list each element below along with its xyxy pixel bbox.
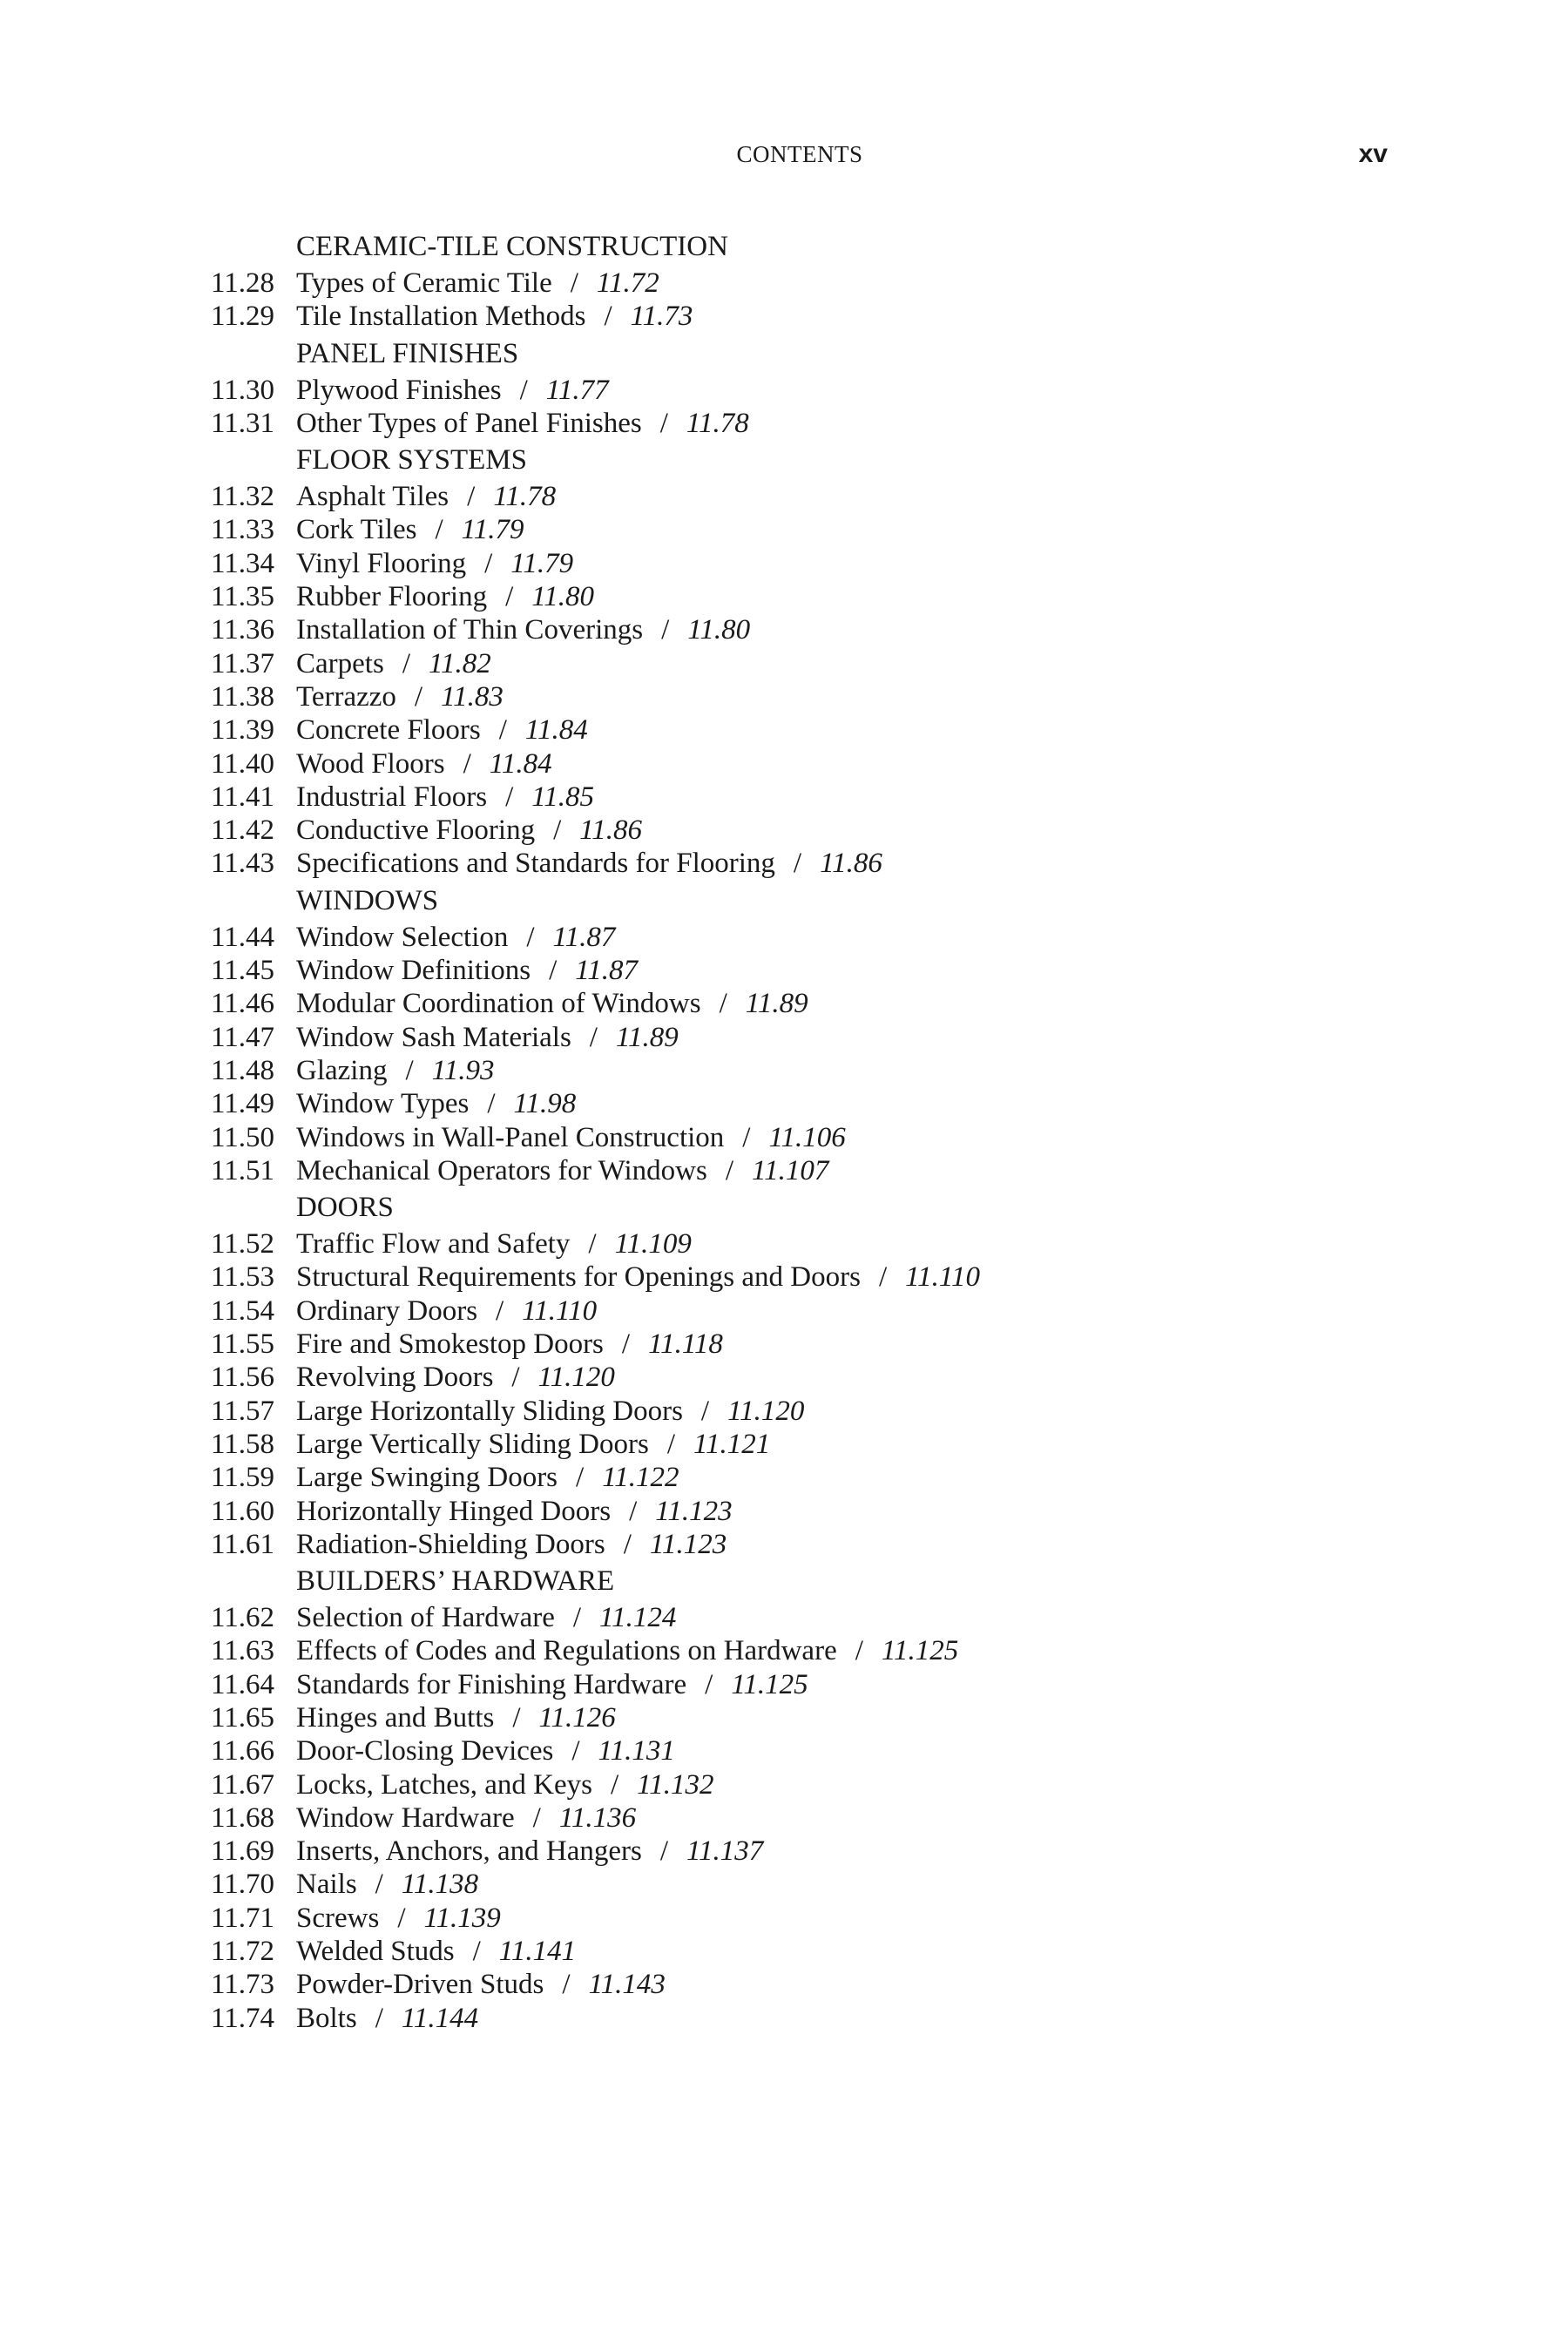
entry-title: Hinges and Butts (296, 1701, 495, 1734)
entry-separator: / (742, 1121, 751, 1153)
toc-entry[interactable] (211, 847, 1430, 880)
entry-separator: / (472, 1936, 481, 1968)
entry-separator: / (505, 581, 514, 613)
entry-title: Structural Requirements for Openings and Doors (296, 1261, 861, 1294)
entry-title: Window Definitions (296, 955, 531, 987)
toc-entry[interactable] (211, 1768, 1430, 1801)
toc-entry[interactable] (211, 407, 1430, 440)
entry-separator: / (463, 747, 471, 780)
entry-number: 11.44 (211, 921, 275, 953)
entry-title: Window Selection (296, 921, 509, 953)
entry-separator: / (505, 781, 514, 813)
entry-separator: / (623, 1528, 632, 1560)
entry-number: 11.73 (211, 1969, 275, 2001)
entry-number: 11.67 (211, 1768, 275, 1801)
entry-page-ref: 11.78 (686, 407, 749, 439)
toc-entry[interactable] (211, 1227, 1430, 1260)
entry-title: Ordinary Doors (296, 1294, 478, 1327)
entry-title: Fire and Smokestop Doors (296, 1328, 604, 1361)
entry-separator: / (589, 1021, 598, 1053)
toc-entry[interactable] (211, 1495, 1430, 1528)
section-heading: BUILDERS’ HARDWARE (296, 1565, 615, 1598)
section-heading: PANEL FINISHES (296, 337, 519, 369)
entry-separator: / (397, 1902, 406, 1934)
entry-separator: / (549, 955, 558, 987)
entry-page-ref: 11.110 (522, 1294, 598, 1327)
entry-separator: / (571, 1735, 580, 1767)
entry-title: Large Swinging Doors (296, 1462, 558, 1494)
entry-separator: / (588, 1228, 597, 1260)
toc-entry[interactable] (211, 1461, 1430, 1494)
entry-title: Tile Installation Methods (296, 301, 586, 333)
section-heading: FLOOR SYSTEMS (296, 444, 527, 476)
toc-entry[interactable] (211, 1428, 1430, 1461)
toc-entry[interactable] (211, 1395, 1430, 1428)
toc-entry[interactable] (211, 1668, 1430, 1701)
entry-title: Powder-Driven Studs (296, 1969, 544, 2001)
entry-title: Window Types (296, 1088, 470, 1120)
entry-title: Standards for Finishing Hardware (296, 1668, 687, 1700)
entry-title: Windows in Wall-Panel Construction (296, 1121, 725, 1153)
toc-entry[interactable] (211, 814, 1430, 847)
entry-number: 11.43 (211, 848, 275, 880)
entry-number: 11.32 (211, 481, 275, 513)
entry-page-ref: 11.124 (599, 1602, 677, 1634)
toc-entry[interactable] (211, 1734, 1430, 1767)
section-heading: CERAMIC-TILE CONSTRUCTION (296, 231, 728, 262)
entry-title: Inserts, Anchors, and Hangers (296, 1835, 642, 1868)
entry-page-ref: 11.77 (545, 374, 609, 406)
toc-entry[interactable] (211, 1935, 1430, 1968)
entry-separator: / (519, 374, 528, 406)
entry-number: 11.37 (211, 647, 275, 679)
entry-title: Cork Tiles (296, 514, 417, 546)
entry-title: Carpets (296, 647, 384, 679)
entry-separator: / (526, 921, 535, 953)
entry-title: Industrial Floors (296, 781, 488, 813)
toc-entry[interactable] (211, 1968, 1430, 2001)
toc-entry[interactable] (211, 1801, 1430, 1835)
entry-number: 11.38 (211, 680, 275, 713)
entry-separator: / (402, 647, 410, 679)
entry-separator: / (562, 1969, 571, 2001)
entry-separator: / (435, 514, 443, 546)
entry-title: Vinyl Flooring (296, 547, 467, 579)
entry-page-ref: 11.84 (489, 747, 552, 780)
toc-entry[interactable] (211, 2002, 1430, 2035)
entry-number: 11.74 (211, 2002, 275, 2034)
entry-number: 11.33 (211, 514, 275, 546)
toc-entry[interactable] (211, 680, 1430, 713)
entry-title: Large Vertically Sliding Doors (296, 1428, 649, 1460)
entry-number: 11.40 (211, 747, 275, 780)
toc-entry[interactable] (211, 1528, 1430, 1561)
entry-page-ref: 11.89 (615, 1021, 679, 1053)
entry-title: Installation of Thin Coverings (296, 614, 644, 646)
section-heading: WINDOWS (296, 884, 439, 916)
entry-title: Glazing (296, 1054, 388, 1086)
toc-entry[interactable] (211, 374, 1430, 407)
entry-separator: / (375, 2002, 383, 2034)
entry-title: Locks, Latches, and Keys (296, 1768, 592, 1801)
entry-number: 11.36 (211, 614, 275, 646)
entry-page-ref: 11.121 (693, 1428, 771, 1460)
entry-page-ref: 11.98 (513, 1088, 577, 1120)
entry-number: 11.56 (211, 1362, 275, 1394)
entry-page-ref: 11.89 (745, 988, 808, 1020)
table-of-contents (211, 226, 1430, 2035)
toc-entry[interactable] (211, 1154, 1430, 1187)
entry-title: Horizontally Hinged Doors (296, 1495, 612, 1527)
entry-number: 11.29 (211, 301, 275, 333)
entry-page-ref: 11.78 (493, 481, 557, 513)
entry-number: 11.51 (211, 1154, 275, 1186)
entry-page-ref: 11.84 (524, 714, 588, 747)
entry-page-ref: 11.143 (588, 1969, 666, 2001)
toc-entry[interactable] (211, 513, 1430, 546)
entry-title: Types of Ceramic Tile (296, 267, 552, 299)
page-header (0, 139, 1568, 174)
entry-page-ref: 11.123 (649, 1528, 727, 1560)
entry-number: 11.46 (211, 988, 275, 1020)
entry-title: Door-Closing Devices (296, 1735, 554, 1767)
toc-entry[interactable] (211, 781, 1430, 814)
entry-separator: / (375, 1869, 383, 1901)
toc-entry[interactable] (211, 713, 1430, 747)
entry-number: 11.39 (211, 714, 275, 747)
entry-title: Effects of Codes and Regulations on Hardware (296, 1635, 837, 1667)
entry-title: Wood Floors (296, 747, 445, 780)
entry-title: Traffic Flow and Safety (296, 1228, 571, 1260)
entry-number: 11.49 (211, 1088, 275, 1120)
entry-number: 11.48 (211, 1054, 275, 1086)
entry-page-ref: 11.126 (538, 1701, 616, 1734)
entry-separator: / (576, 1462, 585, 1494)
entry-title: Window Sash Materials (296, 1021, 571, 1053)
entry-number: 11.42 (211, 814, 275, 847)
entry-separator: / (878, 1261, 888, 1294)
toc-entry[interactable] (211, 987, 1430, 1020)
entry-separator: / (414, 680, 423, 713)
entry-page-ref: 11.120 (537, 1362, 615, 1394)
entry-separator: / (570, 267, 578, 299)
entry-separator: / (511, 1362, 520, 1394)
entry-page-ref: 11.141 (498, 1936, 577, 1968)
entry-page-ref: 11.110 (905, 1261, 980, 1294)
entry-number: 11.35 (211, 581, 275, 613)
toc-entry[interactable] (211, 1634, 1430, 1667)
entry-number: 11.50 (211, 1121, 275, 1153)
entry-number: 11.64 (211, 1668, 275, 1700)
entry-title: Window Hardware (296, 1801, 515, 1834)
entry-title: Asphalt Tiles (296, 481, 449, 513)
entry-separator: / (572, 1602, 582, 1634)
toc-entry[interactable] (211, 1021, 1430, 1054)
entry-page-ref: 11.82 (428, 647, 491, 679)
entry-separator: / (700, 1395, 710, 1427)
entry-number: 11.28 (211, 267, 275, 299)
entry-title: Terrazzo (296, 680, 396, 713)
entry-number: 11.60 (211, 1495, 275, 1527)
entry-number: 11.61 (211, 1528, 275, 1560)
entry-number: 11.59 (211, 1462, 275, 1494)
entry-title: Specifications and Standards for Flooring (296, 848, 775, 880)
toc-entry[interactable] (211, 613, 1430, 646)
entry-page-ref: 11.109 (614, 1228, 692, 1260)
entry-page-ref: 11.131 (598, 1735, 675, 1767)
entry-page-ref: 11.120 (727, 1395, 805, 1427)
toc-entry[interactable] (211, 1294, 1430, 1328)
entry-page-ref: 11.79 (461, 514, 524, 546)
entry-page-ref: 11.118 (648, 1328, 723, 1361)
entry-page-ref: 11.132 (637, 1768, 714, 1801)
entry-page-ref: 11.136 (558, 1801, 637, 1834)
toc-entry[interactable] (211, 1868, 1430, 1901)
page-number: xv (1358, 139, 1388, 168)
entry-title: Mechanical Operators for Windows (296, 1154, 707, 1186)
toc-entry[interactable] (211, 1835, 1430, 1868)
toc-entry[interactable] (211, 300, 1430, 333)
toc-entry[interactable] (211, 1121, 1430, 1154)
entry-title: Nails (296, 1869, 357, 1901)
entry-page-ref: 11.125 (731, 1668, 808, 1700)
entry-title: Modular Coordination of Windows (296, 988, 701, 1020)
entry-page-ref: 11.123 (655, 1495, 733, 1527)
entry-page-ref: 11.122 (602, 1462, 679, 1494)
section-heading: DOORS (296, 1192, 394, 1224)
entry-separator: / (487, 1088, 496, 1120)
entry-separator: / (719, 988, 727, 1020)
entry-page-ref: 11.144 (401, 2002, 479, 2034)
entry-number: 11.34 (211, 547, 275, 579)
entry-separator: / (604, 301, 612, 333)
entry-separator: / (610, 1768, 619, 1801)
entry-separator: / (659, 1835, 668, 1868)
toc-entry[interactable] (211, 1054, 1430, 1087)
entry-number: 11.71 (211, 1902, 275, 1934)
toc-entry[interactable] (211, 921, 1430, 954)
toc-entry[interactable] (211, 1701, 1430, 1734)
entry-page-ref: 11.86 (579, 814, 643, 847)
entry-page-ref: 11.72 (596, 267, 659, 299)
toc-entry[interactable] (211, 747, 1430, 781)
entry-title: Conductive Flooring (296, 814, 536, 847)
toc-entry[interactable] (211, 1087, 1430, 1120)
entry-page-ref: 11.137 (686, 1835, 764, 1868)
entry-separator: / (484, 547, 493, 579)
entry-page-ref: 11.87 (552, 921, 616, 953)
entry-separator: / (659, 407, 668, 439)
entry-separator: / (793, 848, 802, 880)
toc-entry[interactable] (211, 1361, 1430, 1394)
toc-entry[interactable] (211, 1902, 1430, 1935)
entry-title: Selection of Hardware (296, 1602, 555, 1634)
entry-number: 11.53 (211, 1261, 275, 1294)
entry-title: Radiation-Shielding Doors (296, 1528, 605, 1560)
entry-separator: / (855, 1635, 863, 1667)
entry-page-ref: 11.138 (401, 1869, 479, 1901)
entry-page-ref: 11.80 (687, 614, 751, 646)
toc-entry[interactable] (211, 954, 1430, 987)
entry-number: 11.30 (211, 374, 275, 406)
entry-number: 11.65 (211, 1701, 275, 1734)
running-title: CONTENTS (736, 141, 863, 167)
entry-separator: / (405, 1054, 414, 1086)
entry-number: 11.70 (211, 1869, 275, 1901)
entry-number: 11.55 (211, 1328, 275, 1361)
toc-entry[interactable] (211, 1260, 1430, 1294)
entry-separator: / (532, 1801, 541, 1834)
entry-number: 11.47 (211, 1021, 275, 1053)
entry-separator: / (705, 1668, 713, 1700)
entry-number: 11.63 (211, 1635, 275, 1667)
entry-separator: / (553, 814, 562, 847)
entry-page-ref: 11.87 (575, 955, 639, 987)
entry-separator: / (498, 714, 507, 747)
entry-separator: / (496, 1294, 504, 1327)
entry-number: 11.66 (211, 1735, 275, 1767)
entry-separator: / (666, 1428, 675, 1460)
toc-entry[interactable] (211, 1328, 1430, 1361)
entry-separator: / (467, 481, 476, 513)
entry-page-ref: 11.86 (820, 848, 882, 880)
entry-number: 11.45 (211, 955, 275, 987)
entry-page-ref: 11.73 (630, 301, 693, 333)
toc-entry[interactable] (211, 480, 1430, 513)
entry-separator: / (661, 614, 670, 646)
entry-number: 11.54 (211, 1294, 275, 1327)
entry-page-ref: 11.107 (752, 1154, 829, 1186)
entry-separator: / (629, 1495, 638, 1527)
toc-entry[interactable] (211, 647, 1430, 680)
entry-number: 11.57 (211, 1395, 275, 1427)
entry-page-ref: 11.106 (768, 1121, 846, 1153)
entry-number: 11.41 (211, 781, 275, 813)
entry-page-ref: 11.83 (441, 680, 504, 713)
entry-title: Plywood Finishes (296, 374, 502, 406)
entry-page-ref: 11.93 (431, 1054, 495, 1086)
entry-number: 11.62 (211, 1602, 275, 1634)
entry-number: 11.58 (211, 1428, 275, 1460)
entry-page-ref: 11.80 (531, 581, 595, 613)
entry-title: Rubber Flooring (296, 581, 488, 613)
toc-entry[interactable] (211, 1601, 1430, 1634)
entry-title: Screws (296, 1902, 380, 1934)
toc-entry[interactable] (211, 580, 1430, 613)
entry-page-ref: 11.125 (881, 1635, 959, 1667)
entry-separator: / (725, 1154, 734, 1186)
entry-number: 11.31 (211, 407, 275, 439)
entry-title: Large Horizontally Sliding Doors (296, 1395, 683, 1427)
entry-separator: / (512, 1701, 521, 1734)
entry-separator: / (621, 1328, 631, 1361)
entry-title: Welded Studs (296, 1936, 455, 1968)
entry-number: 11.69 (211, 1835, 275, 1868)
entry-page-ref: 11.85 (531, 781, 595, 813)
entry-title: Bolts (296, 2002, 357, 2034)
entry-number: 11.52 (211, 1228, 275, 1260)
entry-title: Concrete Floors (296, 714, 481, 747)
entry-number: 11.68 (211, 1801, 275, 1834)
entry-page-ref: 11.139 (423, 1902, 501, 1934)
toc-entry[interactable] (211, 267, 1430, 300)
entry-page-ref: 11.79 (510, 547, 574, 579)
entry-number: 11.72 (211, 1936, 275, 1968)
entry-title: Revolving Doors (296, 1362, 494, 1394)
entry-title: Other Types of Panel Finishes (296, 407, 642, 439)
toc-entry[interactable] (211, 547, 1430, 580)
